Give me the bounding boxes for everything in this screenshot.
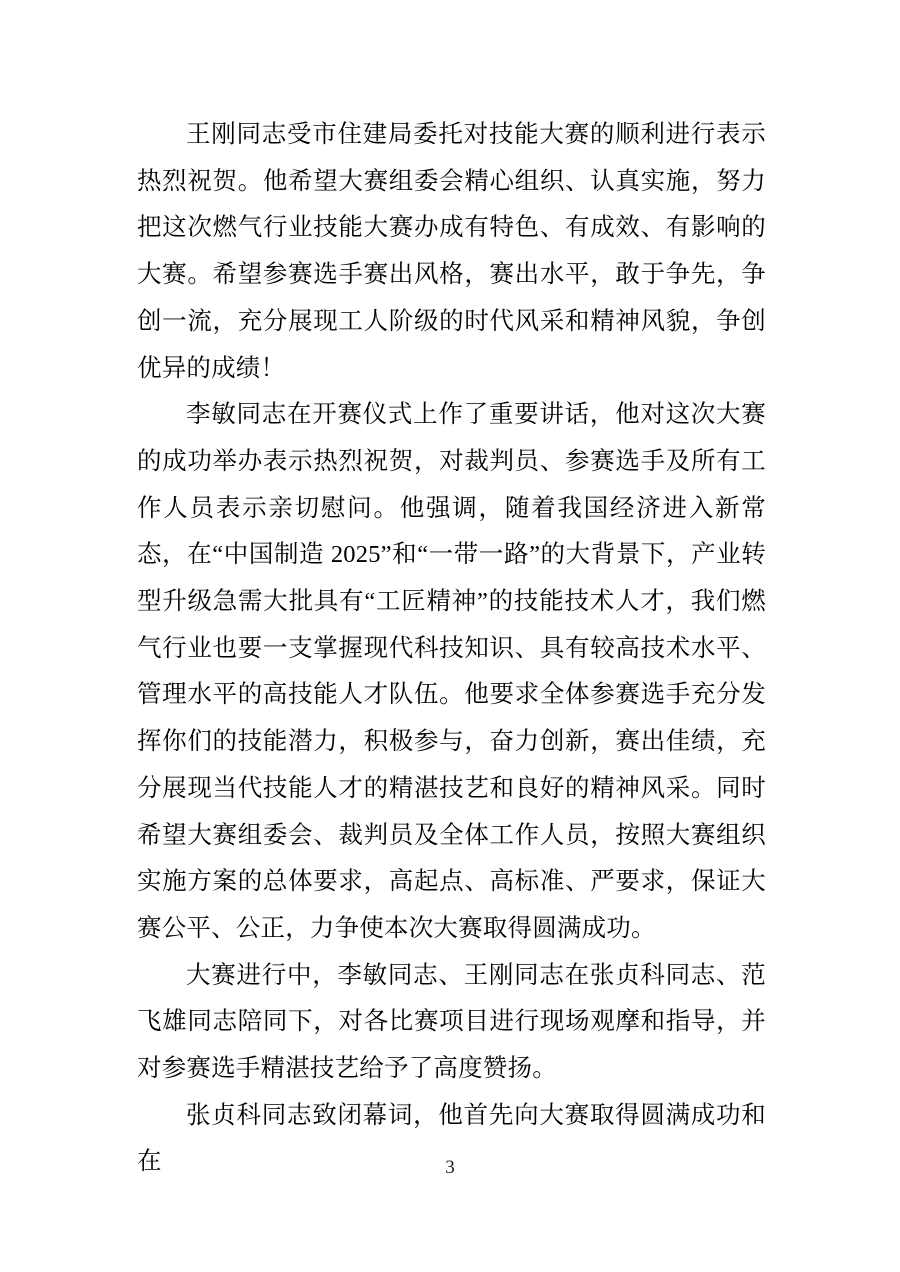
paragraph-site-visit: 大赛进行中，李敏同志、王刚同志在张贞科同志、范飞雄同志陪同下，对各比赛项目进行现场观摩和指导，并对参赛选手精湛技艺给予了高度赞扬。 xyxy=(137,961,766,1083)
paragraph-congratulations: 王刚同志受市住建局委托对技能大赛的顺利进行表示热烈祝贺。他希望大赛组委会精心组织、认真实施，努力把这次燃气行业技能大赛办成有特色、有成效、有影响的大赛。希望参赛选手赛出风格，赛出水平，敢于争先，争创一流，充分展现工人阶级的时代风采和精神风貌，争创优异的成绩！ xyxy=(137,121,766,382)
document-body xyxy=(137,112,766,1186)
page-number: 3 xyxy=(445,1157,455,1178)
paragraph-opening-speech: 李敏同志在开赛仪式上作了重要讲话，他对这次大赛的成功举办表示热烈祝贺，对裁判员、参赛选手及所有工作人员表示亲切慰问。他强调，随着我国经济进入新常态，在“中国制造 2025”和“一带一路”的大背景下，产业转型升级急需大批具有“工匠精神”的技能技术人才，我们燃气行业也要一支掌握现代科技知识、具有较高技术水平、管理水平的高技能人才队伍。他要求全体参赛选手充分发挥你们的技能潜力，积极参与，奋力创新，赛出佳绩，充分展现当代技能人才的精湛技艺和良好的精神风采。同时希望大赛组委会、裁判员及全体工作人员，按照大赛组织实施方案的总体要求，高起点、高标准、严要求，保证大赛公平、公正，力争使本次大赛取得圆满成功。 xyxy=(137,401,766,942)
paragraph-closing-remarks: 张贞科同志致闭幕词，他首先向大赛取得圆满成功和在 xyxy=(137,1101,766,1176)
